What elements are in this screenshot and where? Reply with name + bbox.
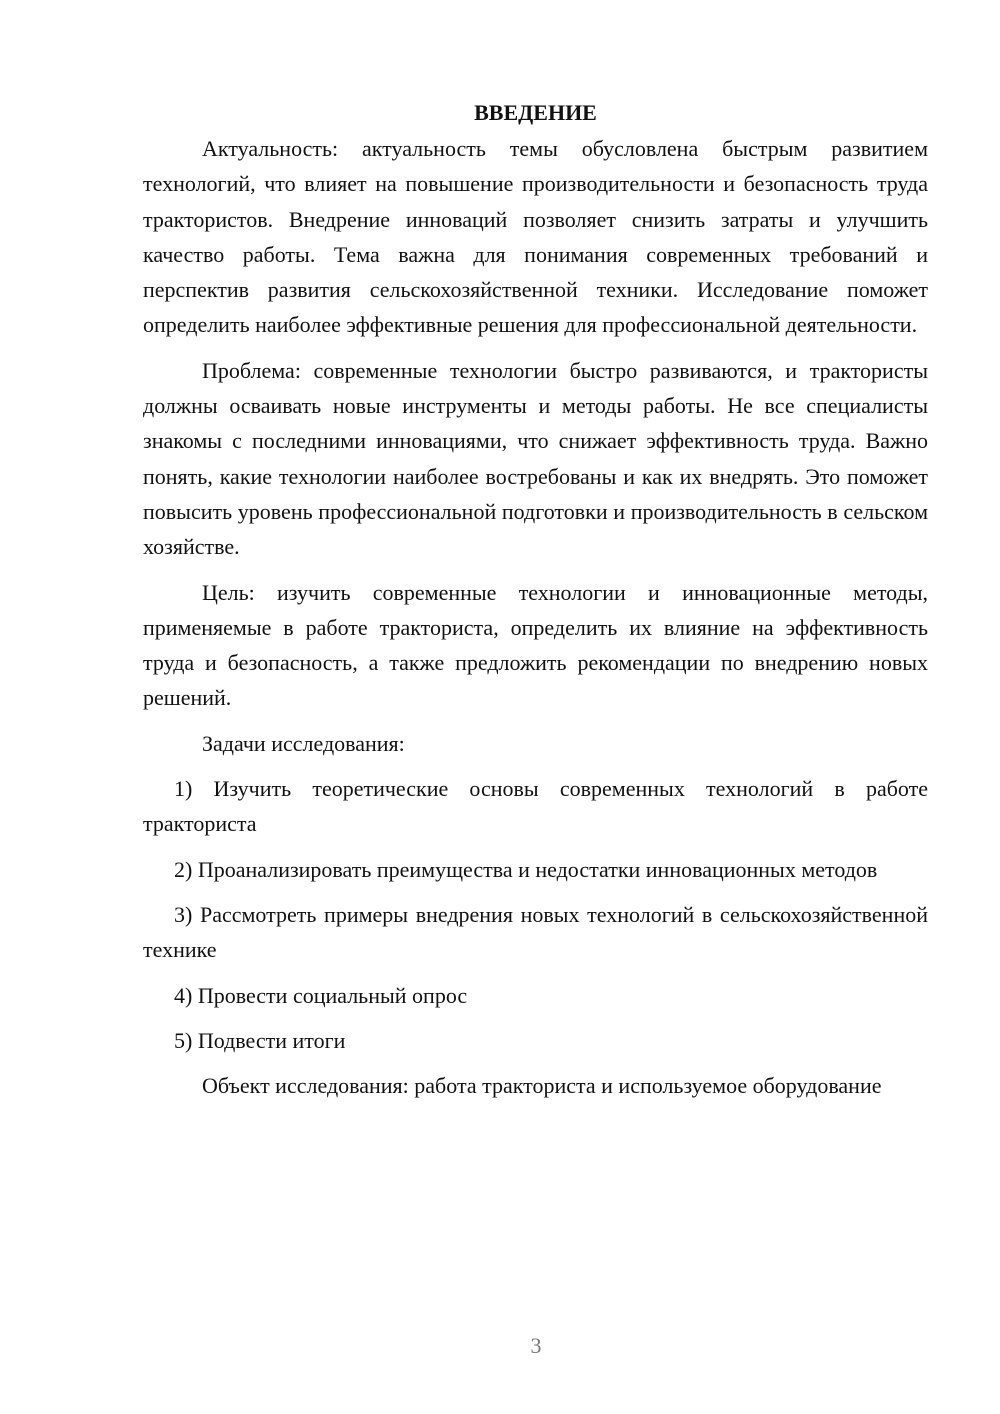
problem-paragraph: Проблема: современные технологии быстро развиваются, и трактористы должны осваивать новые инструменты и методы работы. Не все специалисты знакомы с последними инновациями, что снижает эффективность труда. Важно понять, какие технологии наиболее востребованы и как их внедрять. Это поможет повысить уровень профессиональной подготовки и производительность в сельском хозяйстве. — [143, 357, 928, 560]
page-title: ВВЕДЕНИЕ — [474, 100, 597, 125]
task-item-4: 4) Провести социальный опрос — [174, 982, 468, 1008]
tasks-heading: Задачи исследования: — [202, 730, 405, 756]
task-item-5: 5) Подвести итоги — [174, 1027, 346, 1053]
relevance-paragraph: Актуальность: актуальность темы обусловлена быстрым развитием технологий, что влияет на повышение производительности и безопасность труда трактористов. Внедрение инноваций позволяет снизить затраты и улучшить качество работы. Тема важна для понимания современных требований и перспектив развития сельскохозяйственной техники. Исследование поможет определить наиболее эффективные решения для профессиональной деятельности. — [143, 136, 928, 338]
task-item-3: 3) Рассмотреть примеры внедрения новых технологий в сельскохозяйственной технике — [143, 901, 928, 963]
research-object-paragraph: Объект исследования: работа тракториста и используемое оборудование — [202, 1073, 882, 1099]
task-item-1: 1) Изучить теоретические основы современных технологий в работе тракториста — [143, 776, 928, 837]
goal-paragraph: Цель: изучить современные технологии и инновационные методы, применяемые в работе тракториста, определить их влияние на эффективность труда и безопасность, а также предложить рекомендации по внедрению новых решений. — [143, 579, 928, 711]
page-content — [143, 95, 928, 1113]
task-item-2: 2) Проанализировать преимущества и недостатки инновационных методов — [174, 856, 878, 882]
page-number: 3 — [530, 1333, 542, 1358]
